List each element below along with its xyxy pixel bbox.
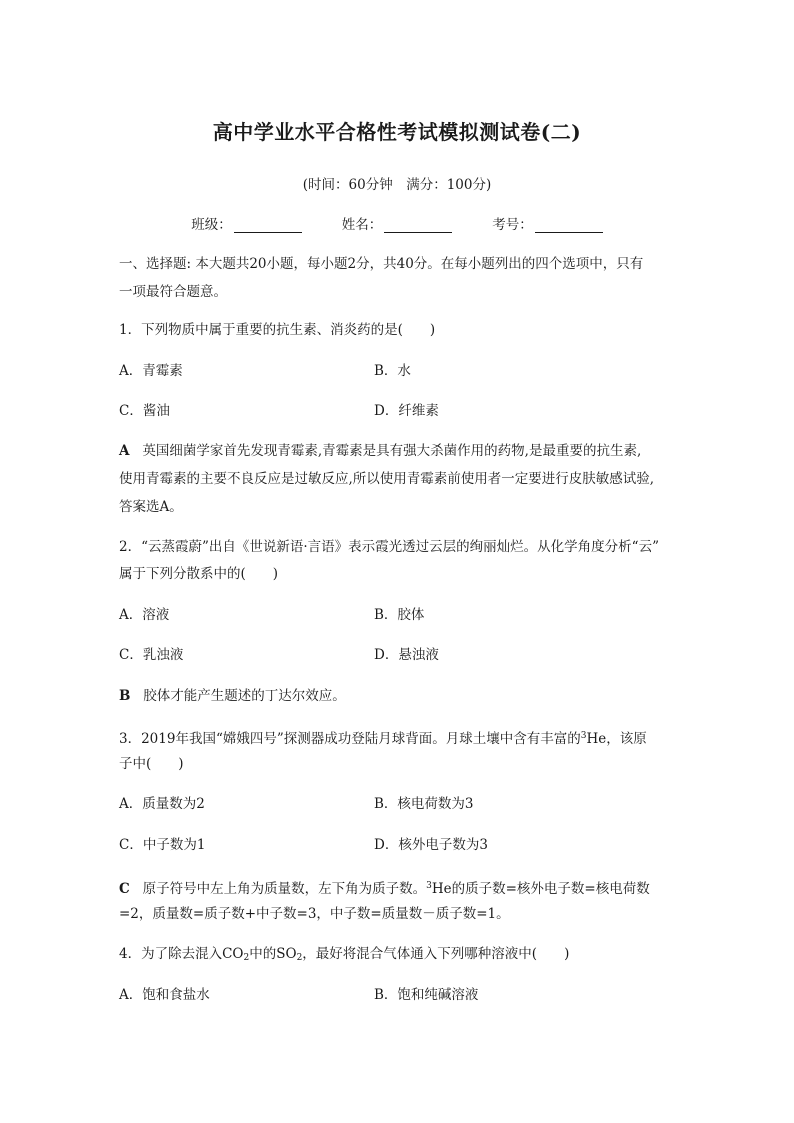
q2-option-a: A．溶液 (119, 607, 170, 623)
number-label: 考号： (492, 217, 533, 233)
q1-answer-line3: 答案选A。 (119, 499, 183, 515)
class-blank[interactable] (234, 218, 302, 233)
q2-answer-letter: B (119, 688, 131, 704)
class-label: 班级： (191, 217, 232, 233)
q3-stem-line2: 子中( ) (119, 756, 184, 772)
q1-answer-line2: 使用青霉素的主要不良反应是过敏反应,所以使用青霉素前使用者一定要进行皮肤敏感试验, (119, 471, 655, 487)
q1-option-b: B．水 (374, 363, 411, 379)
q4-co2-subscript: 2 (243, 953, 250, 963)
exam-time-info: (时间：60分钟 满分：100分) (302, 177, 492, 193)
q2-answer-line1 (119, 686, 346, 706)
q3-answer-letter: C (119, 881, 130, 897)
number-blank[interactable] (535, 218, 603, 233)
q2-stem-line1: 2．“云蒸霞蔚”出自《世说新语·言语》表示霞光透过云层的绚丽灿烂。从化学角度分析“云” (119, 539, 659, 555)
q4-so2-subscript: 2 (296, 953, 303, 963)
q4-stem (119, 944, 569, 968)
q3-stem-line1 (119, 726, 647, 749)
q4-stem-pre: 4．为了除去混入CO (119, 946, 244, 962)
name-label: 姓名： (341, 217, 383, 233)
q2-answer-text1: 胶体才能产生题述的丁达尔效应。 (143, 688, 346, 704)
number-field (492, 213, 603, 233)
q2-option-c: C．乳浊液 (119, 647, 184, 663)
q3-stem-post: He，该原 (586, 731, 647, 747)
q4-option-a: A．饱和食盐水 (119, 987, 210, 1003)
section-intro-line2: 一项最符合题意。 (119, 284, 227, 300)
q3-answer-pre: 原子符号中左上角为质量数，左下角为质子数。 (142, 881, 427, 897)
q4-stem-mid: 中的SO (249, 946, 297, 962)
q1-option-a: A．青霉素 (119, 363, 183, 379)
q2-option-d: D．悬浊液 (374, 647, 439, 663)
q1-answer-text1: 英国细菌学家首先发现青霉素,青霉素是具有强大杀菌作用的药物,是最重要的抗生素, (142, 443, 642, 459)
q2-option-b: B．胶体 (374, 607, 425, 623)
name-field (342, 213, 453, 233)
q3-answer-line1 (119, 876, 650, 899)
page-title: 高中学业水平合格性考试模拟测试卷(二) (212, 120, 582, 144)
q1-option-c: C．酱油 (119, 403, 170, 419)
q3-answer-line2: =2，质量数=质子数+中子数=3，中子数=质量数－质子数=1。 (119, 906, 510, 922)
q3-option-a: A．质量数为2 (119, 796, 205, 812)
q1-answer-line1 (119, 441, 641, 461)
q3-option-c: C．中子数为1 (119, 837, 206, 853)
q3-option-d: D．核外电子数为3 (374, 837, 488, 853)
q2-stem-line2: 属于下列分散系中的( ) (119, 566, 279, 582)
q3-stem-pre: 3．2019年我国“嫦娥四号”探测器成功登陆月球背面。月球土壤中含有丰富的 (119, 731, 581, 747)
class-field (191, 213, 302, 233)
q3-answer-mass-number: 3 (426, 881, 432, 891)
q1-answer-letter: A (119, 443, 130, 459)
q1-stem: 1．下列物质中属于重要的抗生素、消炎药的是( ) (119, 322, 436, 338)
q3-answer-post: He的质子数=核外电子数=核电荷数 (431, 881, 650, 897)
section-intro-line1: 一、选择题: 本大题共20小题，每小题2分，共40分。在每小题列出的四个选项中，只有 (119, 256, 644, 272)
q3-option-b: B．核电荷数为3 (374, 796, 474, 812)
q4-stem-post: ，最好将混合气体通入下列哪种溶液中( ) (302, 946, 570, 962)
name-blank[interactable] (384, 218, 452, 233)
q1-option-d: D．纤维素 (374, 403, 439, 419)
q3-mass-number: 3 (580, 731, 587, 741)
student-info-row (0, 213, 794, 233)
q4-option-b: B．饱和纯碱溶液 (374, 987, 479, 1003)
